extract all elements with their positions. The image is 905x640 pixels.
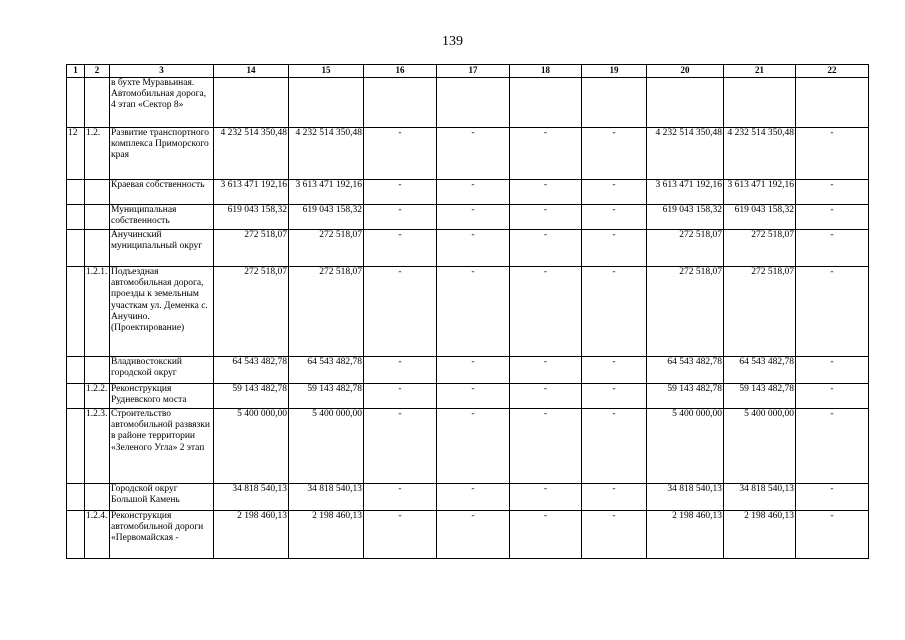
item-name: Городской округ Большой Камень — [110, 484, 214, 511]
col-21-value: 34 818 540,13 — [724, 484, 796, 511]
item-code: 1.2.4. — [85, 511, 110, 559]
col-16-value: - — [364, 180, 437, 205]
col-19-value: - — [582, 128, 647, 180]
col-19-value: - — [582, 484, 647, 511]
col-15-value: 5 400 000,00 — [289, 409, 364, 484]
col-14-value: 272 518,07 — [214, 230, 289, 267]
col-22-value: - — [796, 128, 869, 180]
col-17-value: - — [437, 484, 510, 511]
row-index — [67, 357, 85, 384]
item-code — [85, 230, 110, 267]
col-14-value: 2 198 460,13 — [214, 511, 289, 559]
col-16-value: - — [364, 384, 437, 409]
col-18-value: - — [510, 128, 582, 180]
row-index — [67, 230, 85, 267]
col-16-value: - — [364, 230, 437, 267]
col-21-value: 272 518,07 — [724, 230, 796, 267]
row-index — [67, 267, 85, 357]
col-15-value: 272 518,07 — [289, 230, 364, 267]
col-16-value: - — [364, 128, 437, 180]
col-19-value: - — [582, 180, 647, 205]
row-index: 12 — [67, 128, 85, 180]
col-22-value — [796, 78, 869, 128]
col-20-value: 4 232 514 350,48 — [647, 128, 724, 180]
table-row — [67, 384, 869, 409]
col-18-value: - — [510, 230, 582, 267]
col-21-value: 619 043 158,32 — [724, 205, 796, 230]
col-14-value: 272 518,07 — [214, 267, 289, 357]
row-index — [67, 180, 85, 205]
col-17-value: - — [437, 128, 510, 180]
col-15-value: 619 043 158,32 — [289, 205, 364, 230]
col-16-value: - — [364, 357, 437, 384]
table-row — [67, 511, 869, 559]
item-code: 1.2.2. — [85, 384, 110, 409]
item-code — [85, 78, 110, 128]
col-17-value: - — [437, 357, 510, 384]
item-code: 1.2. — [85, 128, 110, 180]
col-18-value: - — [510, 409, 582, 484]
col-14-value: 59 143 482,78 — [214, 384, 289, 409]
table-row — [67, 78, 869, 128]
table-row — [67, 267, 869, 357]
col-14-value: 34 818 540,13 — [214, 484, 289, 511]
item-name: Анучинский муниципальный округ — [110, 230, 214, 267]
header-col-17: 17 — [437, 65, 510, 78]
col-22-value: - — [796, 484, 869, 511]
col-17-value: - — [437, 409, 510, 484]
col-17-value: - — [437, 180, 510, 205]
col-19-value — [582, 78, 647, 128]
col-21-value: 64 543 482,78 — [724, 357, 796, 384]
col-16-value: - — [364, 484, 437, 511]
col-20-value: 59 143 482,78 — [647, 384, 724, 409]
table-row — [67, 128, 869, 180]
item-code — [85, 357, 110, 384]
col-14-value: 3 613 471 192,16 — [214, 180, 289, 205]
row-index — [67, 205, 85, 230]
col-20-value: 64 543 482,78 — [647, 357, 724, 384]
col-17-value: - — [437, 384, 510, 409]
col-21-value — [724, 78, 796, 128]
table-row — [67, 205, 869, 230]
col-19-value: - — [582, 409, 647, 484]
item-name: Муниципальная собственность — [110, 205, 214, 230]
item-name: в бухте Муравьиная. Автомобильная дорога, 4 этап «Сектор 8» — [110, 78, 214, 128]
col-16-value: - — [364, 267, 437, 357]
col-18-value: - — [510, 357, 582, 384]
item-code: 1.2.3. — [85, 409, 110, 484]
row-index — [67, 78, 85, 128]
table-row — [67, 409, 869, 484]
item-code: 1.2.1. — [85, 267, 110, 357]
header-row — [67, 65, 869, 78]
col-19-value: - — [582, 205, 647, 230]
item-name: Подъездная автомобильная дорога, проезды к земельным участкам ул. Деменка с. Анучино. (Проектирование) — [110, 267, 214, 357]
col-20-value: 3 613 471 192,16 — [647, 180, 724, 205]
col-15-value: 3 613 471 192,16 — [289, 180, 364, 205]
item-code — [85, 180, 110, 205]
col-22-value: - — [796, 180, 869, 205]
table-row — [67, 484, 869, 511]
col-20-value: 272 518,07 — [647, 230, 724, 267]
header-col-14: 14 — [214, 65, 289, 78]
table-row — [67, 180, 869, 205]
row-index — [67, 409, 85, 484]
col-17-value: - — [437, 205, 510, 230]
col-22-value: - — [796, 409, 869, 484]
col-19-value: - — [582, 511, 647, 559]
col-16-value: - — [364, 409, 437, 484]
col-18-value — [510, 78, 582, 128]
col-21-value: 2 198 460,13 — [724, 511, 796, 559]
col-14-value: 5 400 000,00 — [214, 409, 289, 484]
header-col-16: 16 — [364, 65, 437, 78]
col-14-value — [214, 78, 289, 128]
col-14-value: 4 232 514 350,48 — [214, 128, 289, 180]
header-col-3: 3 — [110, 65, 214, 78]
header-col-15: 15 — [289, 65, 364, 78]
col-16-value: - — [364, 205, 437, 230]
col-16-value — [364, 78, 437, 128]
col-15-value — [289, 78, 364, 128]
col-20-value: 34 818 540,13 — [647, 484, 724, 511]
col-19-value: - — [582, 384, 647, 409]
col-20-value: 2 198 460,13 — [647, 511, 724, 559]
col-15-value: 2 198 460,13 — [289, 511, 364, 559]
page-number: 139 — [442, 34, 463, 49]
col-16-value: - — [364, 511, 437, 559]
header-col-1: 1 — [67, 65, 85, 78]
col-20-value: 272 518,07 — [647, 267, 724, 357]
col-22-value: - — [796, 384, 869, 409]
header-col-19: 19 — [582, 65, 647, 78]
header-col-20: 20 — [647, 65, 724, 78]
item-name: Развитие транспортного комплекса Приморского края — [110, 128, 214, 180]
header-col-2: 2 — [85, 65, 110, 78]
item-name: Реконструкция автомобильной дороги «Первомайская - — [110, 511, 214, 559]
table-row — [67, 357, 869, 384]
col-15-value: 59 143 482,78 — [289, 384, 364, 409]
col-14-value: 64 543 482,78 — [214, 357, 289, 384]
row-index — [67, 484, 85, 511]
data-table — [66, 64, 869, 559]
col-20-value: 5 400 000,00 — [647, 409, 724, 484]
col-22-value: - — [796, 511, 869, 559]
header-col-18: 18 — [510, 65, 582, 78]
header-col-21: 21 — [724, 65, 796, 78]
col-19-value: - — [582, 230, 647, 267]
col-18-value: - — [510, 484, 582, 511]
item-code — [85, 205, 110, 230]
col-15-value: 272 518,07 — [289, 267, 364, 357]
col-22-value: - — [796, 357, 869, 384]
item-name: Краевая собственность — [110, 180, 214, 205]
col-19-value: - — [582, 267, 647, 357]
col-20-value — [647, 78, 724, 128]
col-17-value: - — [437, 230, 510, 267]
table-row — [67, 230, 869, 267]
col-17-value: - — [437, 511, 510, 559]
col-21-value: 3 613 471 192,16 — [724, 180, 796, 205]
row-index — [67, 384, 85, 409]
col-18-value: - — [510, 180, 582, 205]
col-21-value: 5 400 000,00 — [724, 409, 796, 484]
col-18-value: - — [510, 511, 582, 559]
item-name: Владивостокский городской округ — [110, 357, 214, 384]
col-15-value: 4 232 514 350,48 — [289, 128, 364, 180]
col-22-value: - — [796, 205, 869, 230]
header-col-22: 22 — [796, 65, 869, 78]
row-index — [67, 511, 85, 559]
col-15-value: 64 543 482,78 — [289, 357, 364, 384]
item-code — [85, 484, 110, 511]
col-22-value: - — [796, 230, 869, 267]
col-18-value: - — [510, 267, 582, 357]
col-17-value — [437, 78, 510, 128]
col-21-value: 272 518,07 — [724, 267, 796, 357]
col-18-value: - — [510, 205, 582, 230]
item-name: Строительство автомобильной развязки в районе территории «Зеленого Угла» 2 этап — [110, 409, 214, 484]
col-18-value: - — [510, 384, 582, 409]
col-17-value: - — [437, 267, 510, 357]
col-19-value: - — [582, 357, 647, 384]
item-name: Реконструкция Рудневского моста — [110, 384, 214, 409]
col-14-value: 619 043 158,32 — [214, 205, 289, 230]
col-21-value: 4 232 514 350,48 — [724, 128, 796, 180]
col-15-value: 34 818 540,13 — [289, 484, 364, 511]
col-22-value: - — [796, 267, 869, 357]
col-21-value: 59 143 482,78 — [724, 384, 796, 409]
col-20-value: 619 043 158,32 — [647, 205, 724, 230]
